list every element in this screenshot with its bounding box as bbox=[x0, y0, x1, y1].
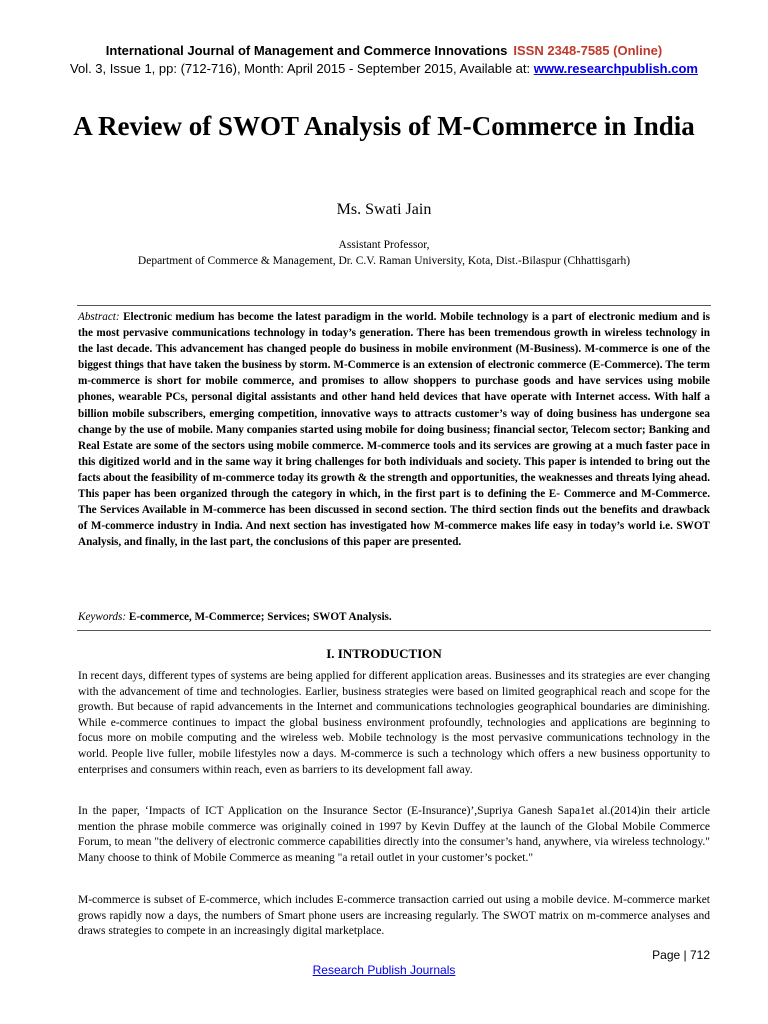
volume-info: Vol. 3, Issue 1, pp: (712-716), Month: April 2015 - September 2015, Available at: bbox=[70, 61, 534, 76]
author-position: Assistant Professor, bbox=[338, 239, 430, 251]
page-number: Page | 712 bbox=[652, 948, 710, 962]
abstract bbox=[78, 309, 710, 550]
abstract-label: Abstract: bbox=[78, 311, 120, 323]
abstract-bottom-rule bbox=[77, 630, 711, 631]
author-name: Ms. Swati Jain bbox=[336, 201, 432, 218]
intro-paragraph-3: M-commerce is subset of E-commerce, which includes E-commerce transaction carried out using a mobile device. M-commerce market grows rapidly now a days, the numbers of Smart phone users are increasing regularly. The SWOT matrix on m-commerce analyses and draws strategies to compete in an increasingly digital marketplace. bbox=[78, 894, 710, 938]
journal-url-link[interactable]: www.researchpublish.com bbox=[533, 61, 698, 76]
publisher-link[interactable]: Research Publish Journals bbox=[312, 963, 456, 977]
keywords bbox=[78, 611, 710, 623]
abstract-text: Electronic medium has become the latest paradigm in the world. Mobile technology is a part of electronic medium and is the most pervasive communications technology in today’s generation. There has been tremendous growth in wireless technology in the last decade. This advancement has changed people do business in mobile environment (M-Business). M-commerce is one of the biggest things that have taken the business by storm. M-Commerce is an extension of electronic commerce (E-Commerce). The term m-commerce is short for mobile commerce, and promises to allow shoppers to purchase goods and have services using mobile phones, wearable PCs, personal digital assistants and other hand held devices that have operate with Internet access. With half a billion mobile subscribers, emerging competition, innovative ways to attracts customer’s way of doing business has undergone sea change by the use of mobile. Many companies started using mobile for doing business; financial sector, Telecom sector; Banking and Real Estate are some of the sectors using mobile commerce. M-commerce tools and its services are growing at a much faster pace in this digitized world and in the same way it bring challenges for both individuals and society. This paper is intended to bring out the facts about the feasibility of m-commerce today its growth & the strength and opportunities, the weaknesses and threats lying ahead. This paper has been organized through the category in which, in the first part is to defining the E- Commerce and M-Commerce. The Services Available in M-commerce has been discussed in second section. The third section finds out the benefits and drawback of M-commerce industry in India. And next section has investigated how M-commerce makes life easy in today’s world i.e. SWOT Analysis, and finally, in the last part, the conclusions of this paper are presented. bbox=[78, 311, 710, 549]
section-title: I. INTRODUCTION bbox=[326, 646, 442, 661]
issn-label: ISSN 2348-7585 (Online) bbox=[513, 43, 663, 58]
keywords-label: Keywords: bbox=[78, 611, 127, 623]
author-affiliation bbox=[0, 237, 768, 269]
journal-name: International Journal of Management and Commerce Innovations bbox=[105, 43, 508, 58]
journal-header bbox=[0, 43, 768, 58]
abstract-top-rule bbox=[77, 305, 711, 306]
intro-paragraph-1: In recent days, different types of systems are being applied for different application areas. Businesses and its strategies are ever changing with the advancement of time and technologies. Earlier, business strategies were based on limited geographical reach and scope for the growth. But because of rapid advancements in the Internet and communications technologies geographical boundaries are diminishing. While e-commerce continues to impact the global business environment profoundly, technologies and applications are beginning to focus more on mobile computing and the wireless web. Mobile technology is the most pervasive communications technology in the world. People live fuller, mobile lifestyles now a days. M-commerce is such a technology which offers a new business opportunity to enterprises and consumers within reach, even as barriers to its development fall away. bbox=[78, 670, 710, 776]
keywords-text: E-commerce, M-Commerce; Services; SWOT Analysis. bbox=[128, 611, 392, 623]
intro-paragraph-2: In the paper, ‘Impacts of ICT Application on the Insurance Sector (E-Insurance)’,Supriya Ganesh Sapa1et al.(2014)in their article mention the phrase mobile commerce was originally coined in 1997 by Kevin Duffey at the launch of the Global Mobile Commerce Forum, to mean "the delivery of electronic commerce capabilities directly into the consumer’s hand, anywhere, via wireless technology." Many choose to think of Mobile Commerce as meaning "a retail outlet in your customer’s pocket." bbox=[78, 805, 710, 864]
footer bbox=[0, 963, 768, 977]
author-department: Department of Commerce & Management, Dr. C.V. Raman University, Kota, Dist.-Bilaspur (Chhattisgarh) bbox=[137, 255, 631, 267]
paper-title: A Review of SWOT Analysis of M-Commerce in India bbox=[73, 111, 695, 141]
volume-line bbox=[0, 61, 768, 76]
